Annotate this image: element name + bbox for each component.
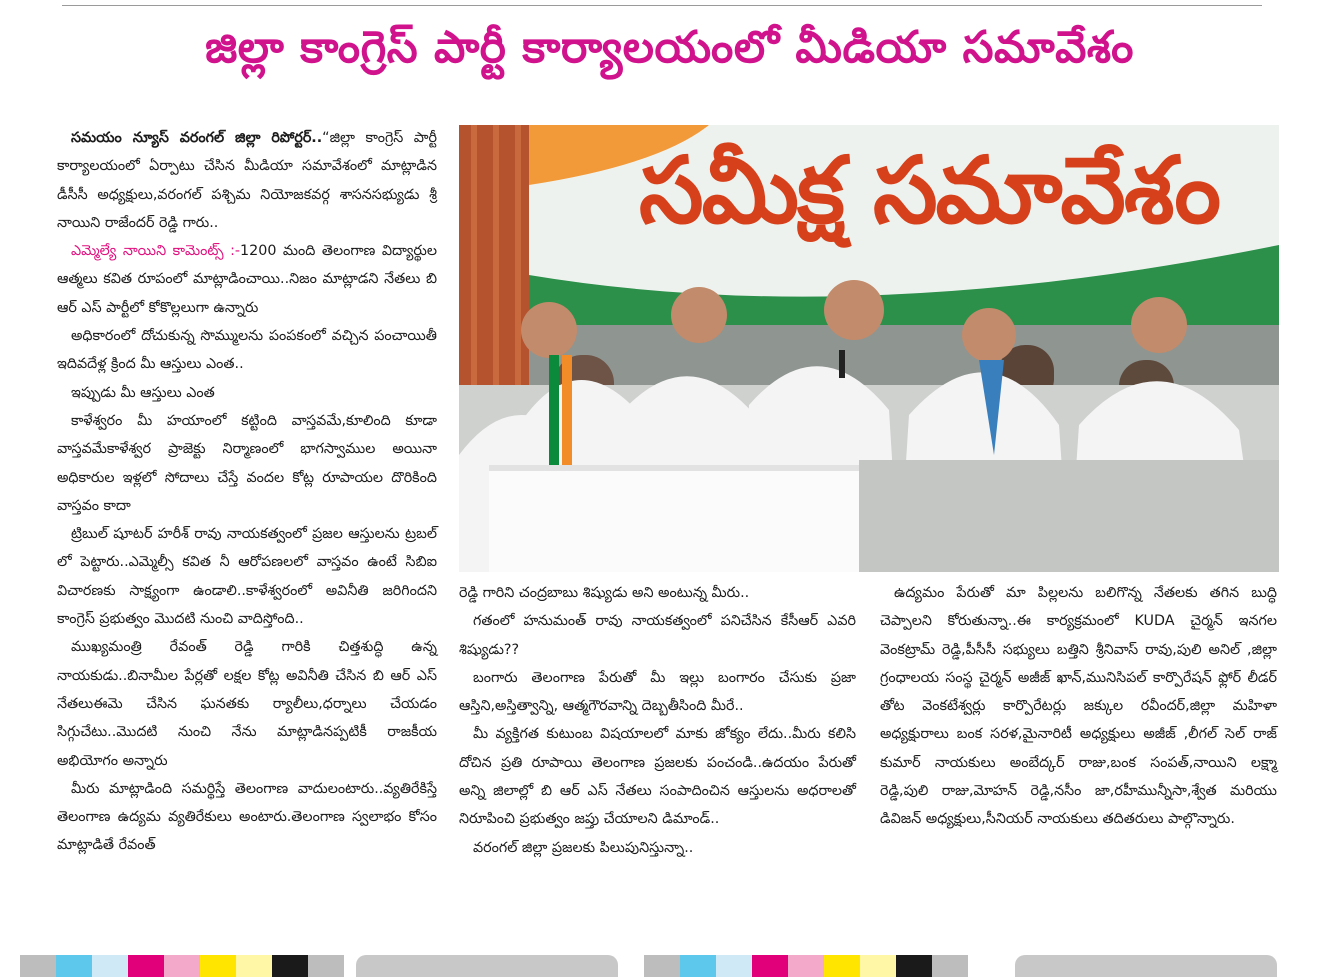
registration-gray-block — [1015, 955, 1277, 977]
comments-highlight: ఎమ్మెల్యే నాయిని కామెంట్స్ :- — [71, 243, 241, 260]
paragraph: మీరు మాట్లాడింది సమర్థిస్తే తెలంగాణ వాదులంటారు..వ్యతిరేకిస్తే తెలంగాణ ఉద్యమ వ్యతిరేకులు అంటారు.తెలంగాణ స్వలాభం కోసం మాట్లాడితే రేవంత్ — [57, 780, 437, 854]
color-registration-bar-right — [644, 955, 968, 977]
color-swatch — [896, 955, 932, 977]
paragraph: బంగారు తెలంగాణ పేరుతో మీ ఇల్లు బంగారం చేసుకు ప్రజా ఆస్తిని,అస్తిత్వాన్ని, ఆత్మగౌరవాన్ని దెబ్బతీసింది మీరే.. — [459, 669, 856, 715]
paragraph: కాళేశ్వరం మీ హయాంలో కట్టింది వాస్తవమే,కూలింది కూడా వాస్తవమేకాళేశ్వర ప్రాజెక్టు నిర్మాణంలో భాగస్వాముల అయినా అధికారుల ఇళ్లలో సోదాలు చేస్తే వందల కోట్ల రూపాయల దొరికింది వాస్తవం కాదా — [57, 412, 437, 514]
paragraph: ముఖ్యమంత్రి రేవంత్ రెడ్డి గారికి చిత్తశుద్ధి ఉన్న నాయకుడు..బినామీల పేర్లతో లక్షల కోట్ల అవినీతి చేసిన బి ఆర్ ఎస్ నేతలుఈమె చేసిన ఘనతకు ర్యాలీలు,ధర్నాలు చేయడం సిగ్గుచేటు..మొదటి నుంచి నేను మాట్లాడినప్పటికీ రాజకీయ అభియోగం అన్నారు — [57, 639, 437, 769]
left-column — [57, 124, 437, 860]
right-column — [880, 579, 1277, 834]
intro-text: “జిల్లా కాంగ్రెస్ పార్టీ కార్యాలయంలో ఏర్పాటు చేసిన మీడియా సమావేశంలో మాట్లాడిన డీసీసీ అధ్యక్షులు,వరంగల్ పశ్చిమ నియోజకవర్గ శాసనసభ్యుడు శ్రీ నాయిని రాజేందర్ రెడ్డి గారు.. — [57, 130, 437, 231]
color-swatch — [860, 955, 896, 977]
registration-gray-block — [356, 955, 618, 977]
color-swatch — [20, 955, 56, 977]
color-swatch — [932, 955, 968, 977]
meeting-photo — [459, 125, 1279, 572]
middle-column — [459, 579, 856, 862]
color-swatch — [308, 955, 344, 977]
color-swatch — [200, 955, 236, 977]
color-swatch — [824, 955, 860, 977]
color-swatch — [752, 955, 788, 977]
color-swatch — [128, 955, 164, 977]
paragraph: ఉద్యమం పేరుతో మా పిల్లలను బలిగొన్న నేతలకు తగిన బుద్ధి చెప్పాలని కోరుతున్నా..ఈ కార్యక్రమంలో KUDA చైర్మన్ ఇనగల వెంకట్రామ్ రెడ్డి,పీసీసీ సభ్యులు బత్తిని శ్రీనివాస్ రావు,పులి అనిల్ ,జిల్లా గ్రంధాలయ సంస్థ చైర్మన్ అజీజ్ ఖాన్,మునిసిపల్ కార్పొరేషన్ ఫ్లోర్ లీడర్ తోట వెంకటేశ్వర్లు కార్పొరేటర్లు జక్కుల రవీందర్,జిల్లా మహిళా అధ్యక్షురాలు బంక సరళ,మైనారిటీ అధ్యక్షులు అజీజ్ ,లీగల్ సెల్ రాజ్ కుమార్ నాయకులు అంబేద్కర్ రాజు,బంక సంపత్,నాయిని లక్ష్మా రెడ్డి,పులి రాజు,మోహన్ రెడ్డి,నసీం జా,రహీమున్నీసా,శ్వేత మరియు డివిజన్ అధ్యక్షులు,సీనియర్ నాయకులు తదితరులు పాల్గొన్నారు. — [880, 585, 1277, 828]
color-swatch — [56, 955, 92, 977]
color-swatch — [236, 955, 272, 977]
paragraph: ట్రిబుల్ షూటర్ హరీశ్ రావు నాయకత్వంలో ప్రజల ఆస్తులను ట్రబల్ లో పెట్టారు..ఎమ్మెల్సీ కవిత నీ ఆరోపణలలో వాస్తవం ఉంటే సిబిఐ విచారణకు సాక్ష్యంగా ఉండాలి..కాళేశ్వరంలో అవినీతి జరిగిందని కాంగ్రెస్ ప్రభుత్వం మొదటి నుంచి వాదిస్తోంది.. — [57, 526, 437, 628]
byline: సమయం న్యూస్ వరంగల్ జిల్లా రిపోర్టర్.. — [71, 130, 323, 146]
color-swatch — [788, 955, 824, 977]
color-swatch — [680, 955, 716, 977]
paragraph: గతంలో హనుమంత్ రావు నాయకత్వంలో పనిచేసిన కేసీఆర్ ఎవరి శిష్యుడు?? — [459, 613, 856, 658]
color-swatch — [716, 955, 752, 977]
color-swatch — [272, 955, 308, 977]
lead-paragraph — [57, 124, 437, 237]
color-swatch — [164, 955, 200, 977]
paragraph: వరంగల్ జిల్లా ప్రజలకు పిలుపునిస్తున్నా.. — [473, 839, 694, 856]
banner-text: సమీక్ష సమావేశం — [639, 137, 1220, 244]
paragraph: అధికారంలో దోచుకున్న సొమ్ములను పంపకంలో వచ్చిన పంచాయితీ ఇదివదేళ్ల క్రింద మీ ఆస్తులు ఎంత.. — [57, 328, 437, 373]
comments-paragraph — [57, 237, 437, 322]
color-swatch — [644, 955, 680, 977]
top-rule — [62, 5, 1262, 6]
paragraph: రెడ్డి గారిని చంద్రబాబు శిష్యుడు అని అంటున్న మీరు.. — [459, 585, 750, 601]
headline: జిల్లా కాంగ్రెస్ పార్టీ కార్యాలయంలో మీడియా సమావేశం — [205, 22, 1134, 73]
paragraph: మీ వ్యక్తిగత కుటుంబ విషయాలలో మాకు జోక్యం లేదు..మీరు కలిసి దోచిన ప్రతి రూపాయి తెలంగాణ ప్రజలకు పంచండి..ఉదయం పేరుతో అన్ని జిలాల్లో బి ఆర్ ఎస్ నేతలు సంపాదించిన ఆస్తులను అధరాలతో నిరూపించి ప్రభుత్వం జప్తు చేయాలని డిమాండ్.. — [459, 726, 856, 828]
paragraph-text: 1200 మంది తెలంగాణ విద్యార్థుల ఆత్మలు కవిత రూపంలో మాట్లాడించాయి..నిజం మాట్లాడని నేతలు బి ఆర్ ఎస్ పార్టీలో కోకొల్లలుగా ఉన్నారు — [57, 243, 437, 316]
paragraph: ఇప్పుడు మీ ఆస్తులు ఎంత — [71, 384, 215, 401]
color-swatch — [92, 955, 128, 977]
color-registration-bar-left — [20, 955, 344, 977]
